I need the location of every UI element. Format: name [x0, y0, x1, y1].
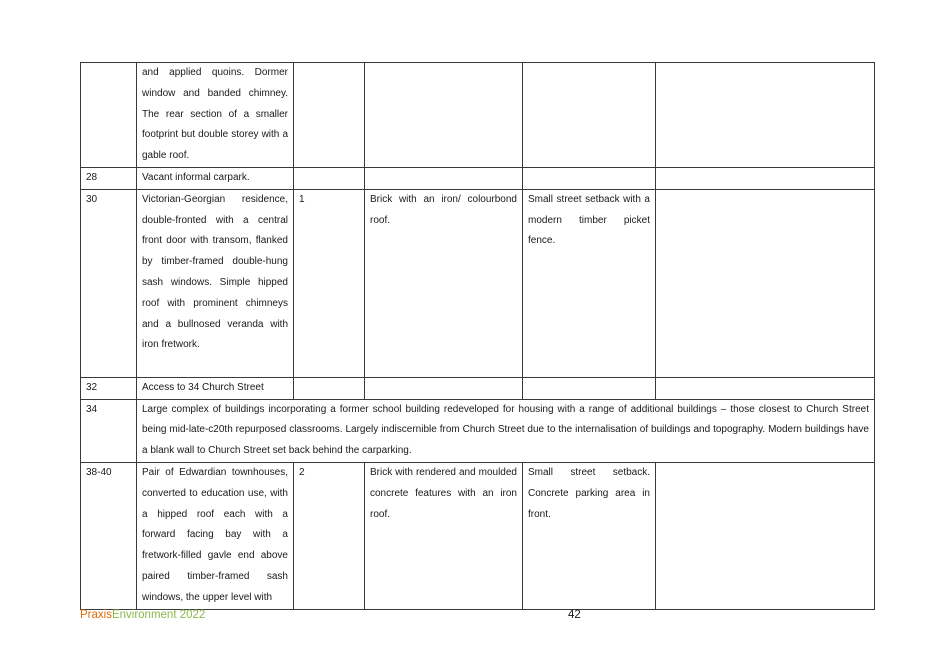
street-number-cell: 28	[81, 168, 137, 190]
table-row	[81, 63, 875, 168]
street-number-cell: 38-40	[81, 462, 137, 609]
brand-name-environment: Environment	[111, 609, 177, 621]
notes-cell	[656, 168, 875, 190]
footer-brand	[80, 609, 205, 621]
storeys-cell: 2	[294, 462, 365, 609]
page-number: 42	[568, 609, 581, 621]
materials-cell	[365, 168, 523, 190]
setback-cell	[523, 377, 656, 399]
materials-cell	[365, 63, 523, 168]
setback-cell	[523, 168, 656, 190]
setback-cell: Small street setback with a modern timber picket fence.	[523, 189, 656, 377]
notes-cell	[656, 462, 875, 609]
description-cell: Access to 34 Church Street	[137, 377, 294, 399]
street-number-cell: 30	[81, 189, 137, 377]
description-cell: Pair of Edwardian townhouses, converted to education use, with a hipped roof each with a forward facing bay with a fretwork-filled gavle end above paired timber-framed sash windows, the upper level with	[137, 462, 294, 609]
heritage-inventory-table	[80, 62, 875, 610]
description-cell-merged: Large complex of buildings incorporating a former school building redeveloped for housing with a range of additional buildings – those closest to Church Street being mid-late-c20th repurposed classrooms. Largely indiscernible from Church Street due to the internalisation of buildings and topography. Modern buildings have a blank wall to Church Street set back behind the carparking.	[137, 399, 875, 462]
page-footer	[80, 609, 874, 625]
storeys-cell	[294, 377, 365, 399]
description-cell: Victorian-Georgian residence, double-fronted with a central front door with transom, flanked by timber-framed double-hung sash windows. Simple hipped roof with prominent chimneys and a bullnosed veranda with iron fretwork.	[137, 189, 294, 377]
materials-cell: Brick with rendered and moulded concrete features with an iron roof.	[365, 462, 523, 609]
street-number-cell: 34	[81, 399, 137, 462]
setback-cell: Small street setback. Concrete parking area in front.	[523, 462, 656, 609]
description-cell: Vacant informal carpark.	[137, 168, 294, 190]
table-row	[81, 462, 875, 609]
notes-cell	[656, 63, 875, 168]
storeys-cell	[294, 63, 365, 168]
street-number-cell	[81, 63, 137, 168]
notes-cell	[656, 377, 875, 399]
street-number-cell: 32	[81, 377, 137, 399]
table-row	[81, 377, 875, 399]
brand-name-praxis: Praxis	[80, 609, 112, 621]
footer-year: 2022	[179, 609, 206, 621]
notes-cell	[656, 189, 875, 377]
setback-cell	[523, 63, 656, 168]
table-row	[81, 399, 875, 462]
description-cell: and applied quoins. Dormer window and banded chimney. The rear section of a smaller footprint but double storey with a gable roof.	[137, 63, 294, 168]
materials-cell: Brick with an iron/ colourbond roof.	[365, 189, 523, 377]
table-row	[81, 168, 875, 190]
table-row	[81, 189, 875, 377]
storeys-cell: 1	[294, 189, 365, 377]
storeys-cell	[294, 168, 365, 190]
materials-cell	[365, 377, 523, 399]
